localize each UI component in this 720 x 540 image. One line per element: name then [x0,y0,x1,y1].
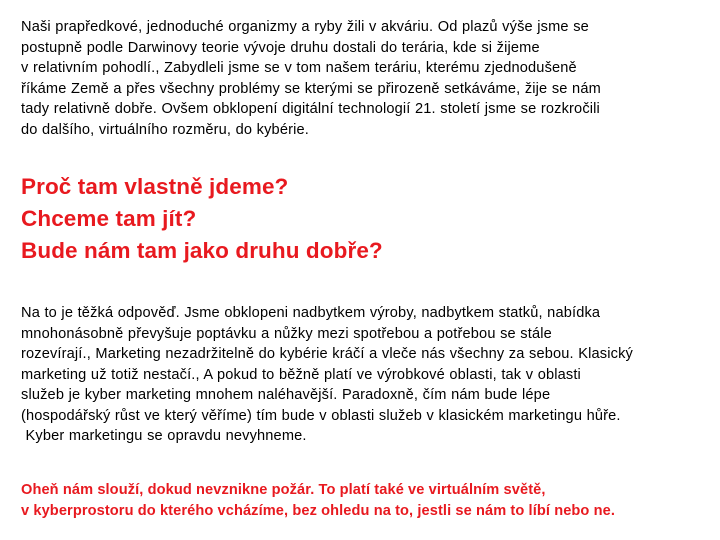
intro-line-3: v relativním pohodlí., Zabydleli jsme se v tom našem teráriu, kterému zjednodušeně [21,60,577,76]
body-line-3: rozevírají., Marketing nezadržitelně do kybérie kráčí a vleče nás všechny za sebou. Klasický [21,346,633,362]
closing-line-1: Oheň nám slouží, dokud nevznikne požár. To platí také ve virtuálním světě, [21,482,546,498]
body-line-2: mnohonásobně převyšuje poptávku a nůžky mezi spotřebou a potřebou se stále [21,325,552,342]
intro-line-1: Naši prapředkové, jednoduché organizmy a ryby žili v akváriu. Od plazů výše jsme se [21,19,589,35]
body-line-5: služeb je kyber marketing mnohem naléhavější. Paradoxně, čím nám bude lépe [21,387,551,403]
body-line-1: Na to je těžká odpověď. Jsme obklopeni nadbytkem výroby, nadbytkem statků, nabídka [21,305,601,321]
intro-line-6: do dalšího, virtuálního rozměru, do kybérie. [21,121,309,138]
body-line-6: (hospodářský růst ve který věříme) tím bude v oblasti služeb v klasickém marketingu hůře. [21,407,621,424]
question-3: Bude nám tam jako druhu dobře? [21,238,383,263]
intro-paragraph [21,17,701,140]
intro-line-4: říkáme Země a přes všechny problémy se kterými se přirozeně setkáváme, žije se nám [21,80,601,97]
question-2: Chceme tam jít? [21,206,197,231]
body-paragraph [21,303,711,447]
intro-line-2: postupně podle Darwinovy teorie vývoje druhu dostali do terária, kde si žijeme [21,39,540,56]
closing-paragraph [21,480,711,521]
closing-line-2: v kyberprostoru do kterého vcházíme, bez ohledu na to, jestli se nám to líbí nebo ne. [21,502,615,519]
question-1: Proč tam vlastně jdeme? [21,174,289,199]
body-line-7: Kyber marketingu se opravdu nevyhneme. [21,428,307,444]
questions-heading [21,171,701,267]
intro-line-5: tady relativně dobře. Ovšem obklopení digitální technologií 21. století jsme se rozkročili [21,101,600,117]
body-line-4: marketing už totiž nestačí., A pokud to běžně platí ve výrobkové oblasti, tak v oblasti [21,366,581,383]
